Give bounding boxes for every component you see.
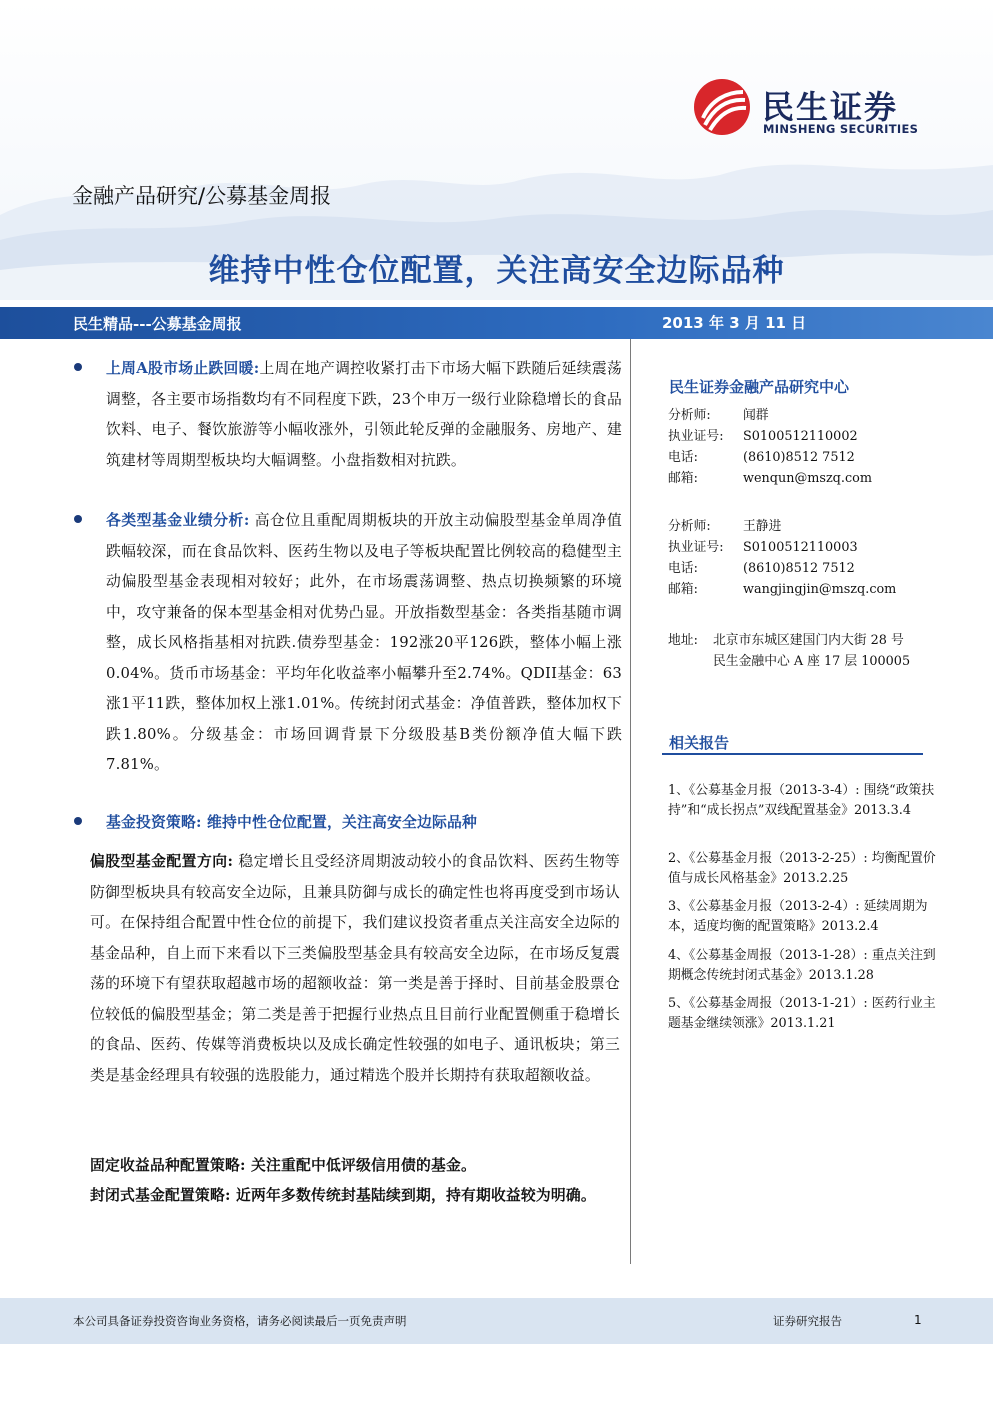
related-reports-rule: [662, 753, 923, 755]
bullet-content: 高仓位且重配周期板块的开放主动偏股型基金单周净值跌幅较深，而在食品饮料、医药生物以及电子等板块配置比例较高的稳健型主动偏股型基金表现相对较好；此外，在市场震荡调整、热点切换频繁的环境中，攻守兼备的保本型基金相对优势凸显。开放指数型基金：各类指基随市调整，成长风格指基相对抗跌.债券型基金：192涨20平126跌，整体小幅上涨0.04%。货币市场基金：平均年化收益率小幅攀升至2.74%。QDII基金：63涨1平11跌，整体加权上涨1.01%。传统封闭式基金：净值普跌，整体加权下跌1.80%。分级基金：市场回调背景下分级股基B类份额净值大幅下跌7.81%。: [106, 512, 622, 773]
analyst-label: 分析师:: [668, 519, 711, 534]
mail-address: wangjingjin@mszq.com: [743, 582, 897, 597]
equity-fund-strategy: [90, 847, 620, 1091]
tel-label: 电话:: [668, 450, 698, 465]
tel-number: (8610)8512 7512: [743, 450, 855, 465]
bullet-heading: 上周A股市场止跌回暖:: [106, 360, 260, 377]
footer-report-type: 证券研究报告: [773, 1314, 842, 1328]
equity-strategy-heading: 偏股型基金配置方向:: [90, 853, 234, 870]
bullet-dot-icon: [74, 363, 82, 371]
bullet-dot-icon: [74, 515, 82, 523]
series-name: 民生精品---公募基金周报: [73, 315, 242, 333]
minsheng-logo-icon: [693, 78, 751, 136]
report-date: 2013 年 3 月 11 日: [662, 314, 807, 332]
tel-number: (8610)8512 7512: [743, 561, 855, 576]
cert-number: S0100512110002: [743, 429, 858, 444]
mail-label: 邮箱:: [668, 471, 698, 486]
cert-label: 执业证号:: [668, 429, 724, 444]
related-report-5[interactable]: 5、《公募基金周报（2013-1-21）: 医药行业主题基金继续领涨》2013.1.21: [668, 996, 936, 1031]
bullet-dot-icon: [74, 817, 82, 825]
logo-chinese-name: 民生证券: [762, 88, 899, 126]
bullet-market-review: [74, 354, 622, 476]
cert-number: S0100512110003: [743, 540, 858, 555]
tel-label: 电话:: [668, 561, 698, 576]
fixed-income-text: 关注重配中低评级信用债的基金。: [245, 1157, 476, 1174]
analyst-name: 闻群: [743, 408, 769, 423]
report-category: 金融产品研究/公募基金周报: [72, 184, 332, 208]
bullet-investment-strategy: [74, 808, 622, 839]
address-block: [668, 630, 910, 672]
bullet-body: [106, 354, 622, 476]
bullet-heading: 基金投资策略:: [106, 814, 202, 831]
analyst2-block: [668, 516, 896, 600]
closed-fund-text: 近两年多数传统封基陆续到期，持有期收益较为明确。: [230, 1187, 596, 1204]
bullet-strategy-summary: 维持中性仓位配置，关注高安全边际品种: [201, 814, 477, 831]
related-report-4[interactable]: 4、《公募基金周报（2013-1-28）: 重点关注到期概念传统封闭式基金》2013.1.28: [668, 948, 936, 983]
related-reports-title: 相关报告: [669, 734, 730, 752]
cert-label: 执业证号:: [668, 540, 724, 555]
bullet-body: [106, 808, 622, 839]
address-label: 地址:: [668, 633, 698, 648]
fixed-income-strategy: [90, 1151, 620, 1182]
bullet-body: [106, 506, 622, 781]
closed-fund-strategy: [90, 1181, 620, 1212]
mail-label: 邮箱:: [668, 582, 698, 597]
bullet-heading: 各类型基金业绩分析:: [106, 512, 250, 529]
analyst1-block: [668, 405, 872, 489]
research-center-name: 民生证券金融产品研究中心: [669, 378, 850, 396]
column-divider: [630, 339, 631, 1264]
related-report-3[interactable]: 3、《公募基金月报（2013-2-4）: 延续周期为本，适度均衡的配置策略》2013.2.4: [668, 899, 928, 934]
mail-address: wenqun@mszq.com: [743, 471, 872, 486]
logo-english-name: MINSHENG SECURITIES: [763, 122, 919, 136]
bullet-content: 上周在地产调控收紧打击下市场大幅下跌随后延续震荡调整，各主要市场指数均有不同程度下跌，23个申万一级行业除稳增长的食品饮料、电子、餐饮旅游等小幅收涨外，引领此轮反弹的金融服务、房地产、建筑建材等周期型板块均大幅调整。小盘指数相对抗跌。: [106, 360, 622, 469]
footer-disclaimer: 本公司具备证券投资咨询业务资格，请务必阅读最后一页免责声明: [73, 1314, 407, 1328]
equity-strategy-text: 稳定增长且受经济周期波动较小的食品饮料、医药生物等防御型板块具有较高安全边际，且兼具防御与成长的确定性也将再度受到市场认可。在保持组合配置中性仓位的前提下，我们建议投资者重点关注高安全边际的基金品种，自上而下来看以下三类偏股型基金具有较高安全边际，在市场反复震荡的环境下有望获取超越市场的超额收益：第一类是善于择时、目前基金股票仓位较低的偏股型基金；第二类是善于把握行业热点且目前行业配置侧重于稳增长的食品、医药、传媒等消费板块以及成长确定性较强的如电子、通讯板块；第三类是基金经理具有较强的选股能力，通过精选个股并长期持有获取超额收益。: [90, 853, 621, 1084]
closed-fund-heading: 封闭式基金配置策略:: [90, 1187, 231, 1204]
analyst-label: 分析师:: [668, 408, 711, 423]
address-line-1: 北京市东城区建国门内大街 28 号: [713, 633, 904, 648]
related-report-1[interactable]: 1、《公募基金月报（2013-3-4）: 围绕“政策扶持”和“成长拐点”双线配置基金》2013.3.4: [668, 783, 935, 818]
report-title: 维持中性仓位配置，关注高安全边际品种: [208, 253, 785, 289]
related-report-2[interactable]: 2、《公募基金月报（2013-2-25）: 均衡配置价值与成长风格基金》2013.2.25: [668, 851, 936, 886]
fixed-income-heading: 固定收益品种配置策略:: [90, 1157, 246, 1174]
address-line-2: 民生金融中心 A 座 17 层 100005: [713, 654, 911, 669]
page-number: 1: [914, 1313, 922, 1327]
bullet-fund-performance: [74, 506, 622, 781]
analyst-name: 王静进: [743, 519, 782, 534]
